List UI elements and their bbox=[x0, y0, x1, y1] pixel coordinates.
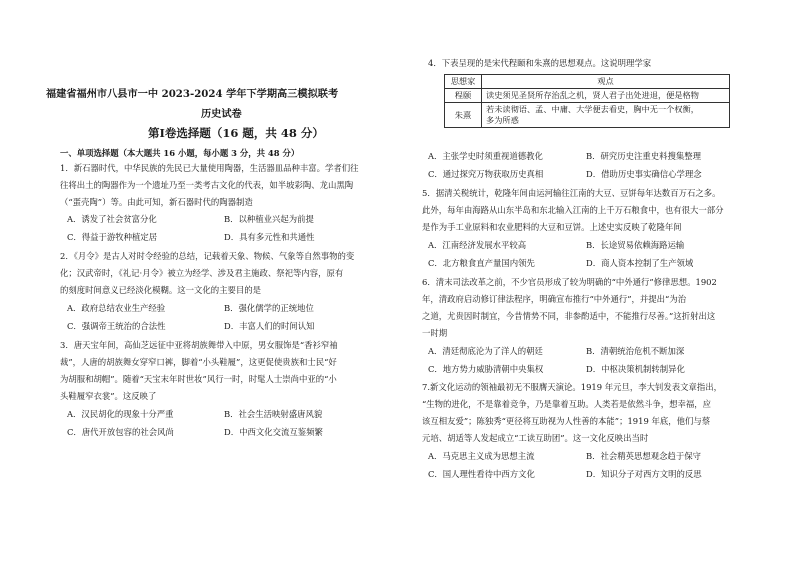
question-line: 往将出土的陶器作为一个遗址乃至一类考古文化的代表，如半坡彩陶、龙山黑陶 bbox=[60, 180, 354, 190]
option-d[interactable]: D．借助历史事实确信心学理念 bbox=[586, 169, 702, 179]
option-d[interactable]: D．中西文化交流互鉴频繁 bbox=[224, 427, 323, 437]
option-d[interactable]: D．知识分子对西方文明的反思 bbox=[586, 469, 702, 479]
option-c[interactable]: C．唐代开放包容的社会风尚 bbox=[67, 427, 174, 437]
option-a[interactable]: A．江南经济发展水平较高 bbox=[428, 240, 527, 250]
question-line: 6．清末司法改革之前，不少官员形成了较为明确的“中外通行”修律思想。1902 bbox=[422, 277, 717, 287]
question-stem: 4．下表呈现的是宋代程颐和朱熹的思想观点。这说明理学家 bbox=[428, 58, 652, 68]
option-d[interactable]: D．商人资本控制了生产领域 bbox=[586, 258, 694, 268]
option-b[interactable]: B．社会精英思想观念趋于保守 bbox=[586, 451, 702, 461]
table-header-cell: 思想家 bbox=[445, 75, 482, 89]
question-line: 的刻度时间意义已经淡化模糊。这一文化的主要目的是 bbox=[60, 285, 261, 295]
question-line: 5．据清关税统计，乾隆年间由运河输往江南的大豆、豆饼每年达数百万石之多。 bbox=[422, 188, 721, 198]
question-line: 之道，尤贵因时制宜，今昔情势不同，非参酌适中，不能推行尽善。”这折射出这 bbox=[422, 311, 716, 321]
question-line: 裁”，人唐的胡族舞女穿窄口裤，脚着“小头鞋履”，这更促使贵族和士民“好 bbox=[60, 357, 337, 367]
option-b[interactable]: B．研究历史注重史料搜集整理 bbox=[586, 151, 702, 161]
exam-subtitle: 历史试卷 bbox=[201, 108, 242, 120]
question-line: 1．新石器时代，中华民族的先民已大量使用陶器，生活器皿品种丰富。学者们往 bbox=[60, 163, 359, 173]
option-b[interactable]: B．长途贸易依赖海路运输 bbox=[586, 240, 685, 250]
question-line: 2．《月令》是古人对时令经验的总结，记载着天象、物候、气象等自然事物的变 bbox=[60, 251, 355, 261]
option-a[interactable]: A．汉民胡化的现象十分严重 bbox=[67, 409, 174, 419]
exam-title: 福建省福州市八县市一中 2023-2024 学年下学期高三模拟联考 bbox=[46, 88, 339, 100]
question-line: 该互相友爱”；陈独秀“更径将互助视为人性善的本能”；1919 年底，他们与蔡 bbox=[422, 416, 711, 426]
question-line: 一时期 bbox=[422, 328, 448, 338]
option-c[interactable]: C．国人理性看待中西方文化 bbox=[428, 469, 535, 479]
question-line: 是作为手工业原料和农业肥料的大豆和豆饼。上述史实反映了乾隆年间 bbox=[422, 222, 682, 232]
section-instructions: 一、单项选择题（本大题共 16 小题，每小题 3 分，共 48 分） bbox=[60, 148, 300, 158]
option-a[interactable]: A．政府总结农业生产经验 bbox=[67, 303, 166, 313]
question-line: “生物的进化，不是靠着竞争，乃是靠着互助。人类若是依然斗争，想幸福，应 bbox=[422, 399, 712, 409]
table-row bbox=[445, 89, 730, 103]
question-line: 为胡服和胡帽”。随着“天宝末年时世妆”风行一时，时髦人士崇尚中亚的“小 bbox=[60, 374, 337, 384]
table-cell-view bbox=[482, 89, 730, 103]
option-a[interactable]: A．马克思主义成为思想主流 bbox=[428, 451, 535, 461]
table-header-cell: 观点 bbox=[482, 75, 730, 89]
option-c[interactable]: C．北方粮食直产量国内领先 bbox=[428, 258, 535, 268]
table-cell-view bbox=[482, 103, 730, 128]
option-d[interactable]: D．丰富人们的时间认知 bbox=[224, 321, 315, 331]
option-c[interactable]: C．得益于游牧种植定居 bbox=[67, 232, 158, 242]
option-b[interactable]: B．社会生活映射盛唐风貌 bbox=[224, 409, 323, 419]
table-row bbox=[445, 103, 730, 128]
table-header-row bbox=[445, 75, 730, 89]
question-line: 年，清政府启动修订律法程序，明确宣布推行“中外通行”，并提出“为治 bbox=[422, 294, 687, 304]
view-line: 若未读彻语、孟、中庸、大学便去看史，胸中无一个权衡， bbox=[486, 104, 699, 114]
table-cell-name: 朱熹 bbox=[445, 103, 482, 128]
question-line: 此外，每年由海路从山东半岛和东北输入江南的上千万石粮食中，也有很大一部分 bbox=[422, 205, 724, 215]
question-line: 化；汉武帝时，《礼记·月令》被立为经学、涉及君主施政、祭祀等内容，原有 bbox=[60, 268, 344, 278]
option-b[interactable]: B．强化儒学的正统地位 bbox=[224, 303, 314, 313]
view-line: 读史须见圣贤所存治乱之机，贤人君子出处进退，便是格物 bbox=[486, 90, 699, 100]
thinkers-table bbox=[444, 74, 730, 128]
option-d[interactable]: D．中枢决策机制转制异化 bbox=[586, 364, 685, 374]
option-b[interactable]: B．清朝统治危机不断加深 bbox=[586, 346, 685, 356]
option-c[interactable]: C．地方势力威胁清朝中央集权 bbox=[428, 364, 544, 374]
question-line: 头鞋履窄衣裳”。这反映了 bbox=[60, 391, 157, 401]
question-line: 7.新文化运动的领袖最初无不服膺天演论。1919 年元旦，李大钊发表文章指出， bbox=[422, 382, 722, 392]
option-b[interactable]: B．以种植业兴起为前提 bbox=[224, 214, 314, 224]
option-d[interactable]: D．具有多元性和共通性 bbox=[224, 232, 315, 242]
option-c[interactable]: C．强调帝王统治的合法性 bbox=[67, 321, 166, 331]
section-title: 第Ⅰ卷选择题（16 题，共 48 分） bbox=[148, 126, 324, 140]
question-line: （“蛋壳陶”）等。由此可知，新石器时代的陶器制造 bbox=[60, 197, 253, 207]
table-cell-name: 程颐 bbox=[445, 89, 482, 103]
question-line: 3．唐天宝年间，高仙芝远征中亚将胡族舞带入中原，男女服饰是“香衫窄袖 bbox=[60, 340, 338, 350]
option-a[interactable]: A．诱发了社会贫富分化 bbox=[67, 214, 157, 224]
question-line: 元培、胡适等人发起成立“工读互助团”。这一文化反映出当时 bbox=[422, 433, 649, 443]
option-c[interactable]: C．通过探究万物获取历史真相 bbox=[428, 169, 544, 179]
option-a[interactable]: A．清廷彻底沦为了洋人的朝廷 bbox=[428, 346, 543, 356]
option-a[interactable]: A．主张学史时须重视道德教化 bbox=[428, 151, 543, 161]
view-line: 多为所惑 bbox=[486, 115, 519, 125]
